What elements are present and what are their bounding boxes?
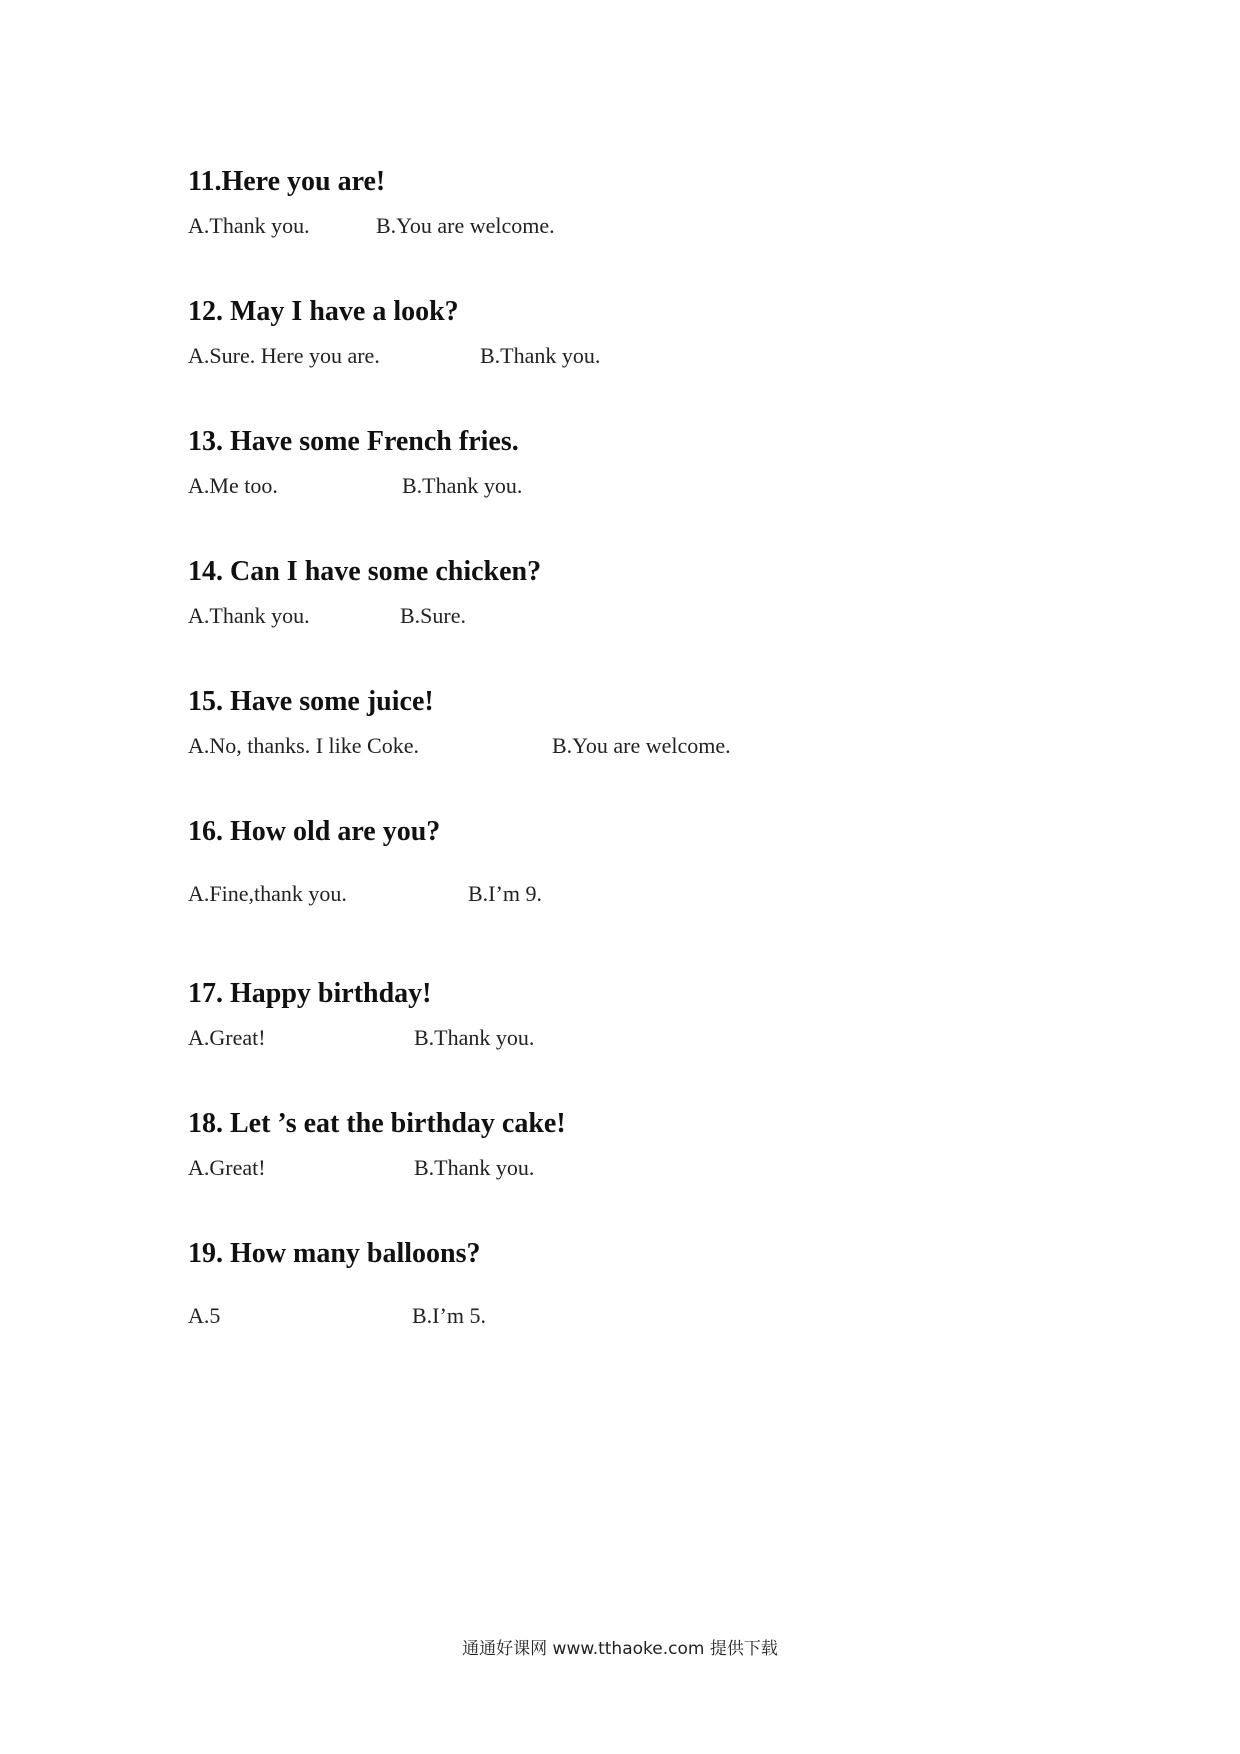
question-13 <box>188 426 1188 502</box>
option-b: B.Thank you. <box>402 473 523 498</box>
option-b: B.You are welcome. <box>552 733 731 758</box>
question-16 <box>188 816 1188 910</box>
question-title: 16. How old are you? <box>188 816 441 847</box>
question-title: 18. Let ’s eat the birthday cake! <box>188 1108 566 1139</box>
question-title: 14. Can I have some chicken? <box>188 556 542 587</box>
question-18 <box>188 1108 1188 1184</box>
question-title: 11.Here you are! <box>188 166 386 197</box>
question-title: 19. How many balloons? <box>188 1238 481 1269</box>
option-a: A.Thank you. <box>188 213 310 238</box>
question-15 <box>188 686 1188 762</box>
answer-options <box>188 342 1188 372</box>
option-b: B.Thank you. <box>414 1155 535 1180</box>
question-19 <box>188 1238 1188 1332</box>
answer-options <box>188 1024 1188 1054</box>
option-b: B.Thank you. <box>414 1025 535 1050</box>
answer-options <box>188 1302 1188 1332</box>
question-11 <box>188 166 1188 242</box>
option-a: A.Sure. Here you are. <box>188 343 380 368</box>
question-title: 17. Happy birthday! <box>188 978 432 1009</box>
question-12 <box>188 296 1188 372</box>
option-a: A.Fine,thank you. <box>188 881 347 906</box>
option-a: A.Great! <box>188 1155 266 1180</box>
question-17 <box>188 978 1188 1054</box>
question-title: 12. May I have a look? <box>188 296 459 327</box>
option-b: B.Sure. <box>400 603 466 628</box>
page-footer: 通通好课网 www.tthaoke.com 提供下载 <box>462 1639 778 1659</box>
answer-options <box>188 212 1188 242</box>
option-a: A.Thank you. <box>188 603 310 628</box>
option-a: A.Great! <box>188 1025 266 1050</box>
option-b: B.I’m 9. <box>468 881 542 906</box>
question-title: 13. Have some French fries. <box>188 426 519 457</box>
answer-options <box>188 880 1188 910</box>
answer-options <box>188 1154 1188 1184</box>
question-title: 15. Have some juice! <box>188 686 434 717</box>
option-b: B.Thank you. <box>480 343 601 368</box>
option-a: A.Me too. <box>188 473 278 498</box>
answer-options <box>188 732 1188 762</box>
option-a: A.5 <box>188 1303 221 1328</box>
answer-options <box>188 602 1188 632</box>
option-a: A.No, thanks. I like Coke. <box>188 733 419 758</box>
option-b: B.You are welcome. <box>376 213 555 238</box>
question-14 <box>188 556 1188 632</box>
answer-options <box>188 472 1188 502</box>
option-b: B.I’m 5. <box>412 1303 486 1328</box>
